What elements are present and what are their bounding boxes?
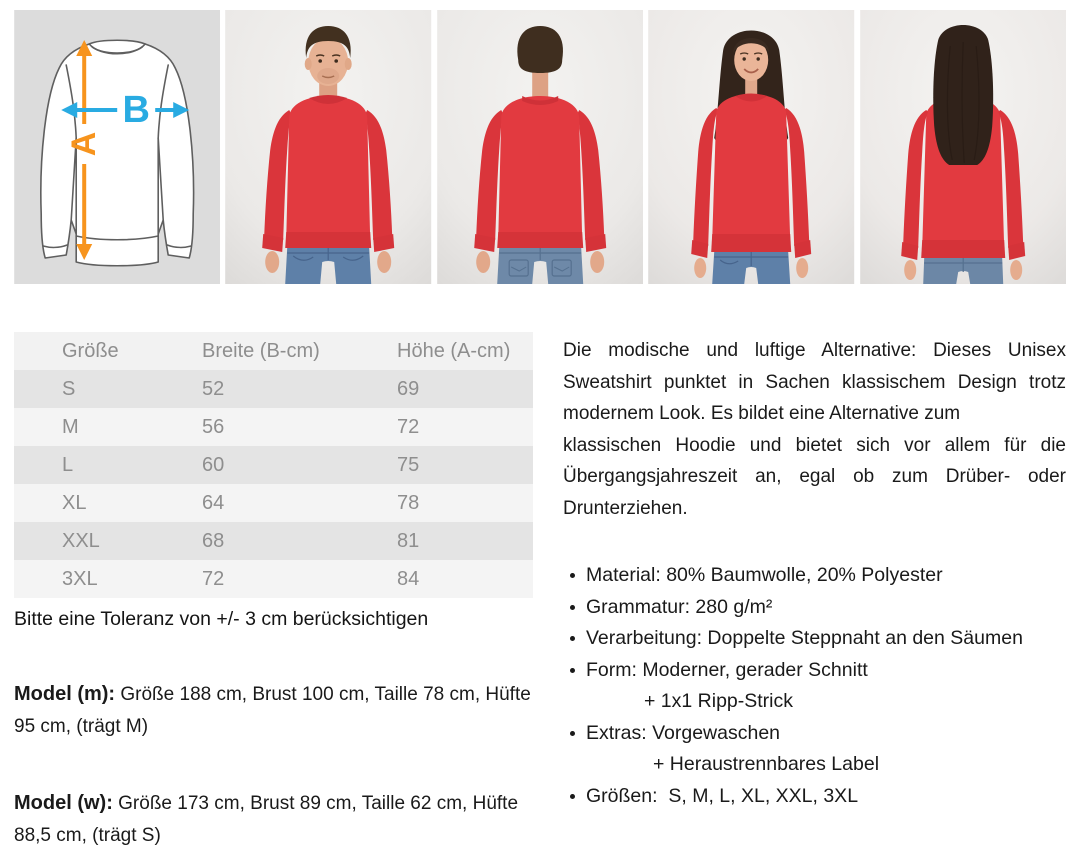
description-paragraph: klassischen Hoodie und bietet sich vor allem für die Übergangsjahreszeit an, egal ob zum Drüber- oder Drunterziehen. [563,434,1066,519]
feature-text: + Heraustrennbares Label [653,753,880,775]
feature-text: Verarbeitung: Doppelte Steppnaht an den Säumen [586,627,1023,649]
feature-text: Extras: Vorgewaschen [586,721,781,744]
list-item [563,718,1066,750]
feature-text: Form: Moderner, gerader Schnitt [586,658,868,681]
bullet-icon [570,636,575,641]
bullet-icon [570,605,575,610]
female-model-back-photo [860,10,1066,284]
male-model-front-photo [225,10,431,284]
size-guide-diagram-panel [14,10,220,284]
bullet-icon [570,573,575,578]
model-female-details: Größe 173 cm, Brust 89 cm, Taille 62 cm, Hüfte 88,5 cm, (trägt S) [14,793,524,846]
description-paragraph: Die modische und luftige Alternative: Dieses Unisex Sweatshirt punktet in Sachen klassischem Design trotz modernem Look. Es bildet eine Alternative zum [563,340,1066,424]
product-description [563,335,1066,524]
model-male-details: Größe 188 cm, Brust 100 cm, Taille 78 cm, Hüfte 95 cm, (trägt M) [14,684,537,737]
size-info-column [14,332,537,852]
table-row: M 56 72 [14,408,533,446]
list-item-continuation [563,749,1066,781]
height-label: A [65,131,104,157]
model-male-info [14,678,537,743]
feature-text: Grammatur: 280 g/m² [586,595,773,618]
female-front-photo-panel [648,10,854,284]
feature-text: Material: 80% Baumwolle, 20% Polyester [586,564,943,586]
list-item [563,592,1066,624]
female-model-front-photo [648,10,854,284]
table-row: L 60 75 [14,446,533,484]
female-back-photo-panel [860,10,1066,284]
col-header-height: Höhe (A-cm) [397,339,511,362]
sweatshirt-outline [41,40,194,266]
size-table [14,332,533,598]
list-item [563,560,1066,592]
table-row: XXL 68 81 [14,522,533,560]
feature-text: + 1x1 Ripp-Strick [644,690,794,712]
male-back-photo-panel [437,10,643,284]
model-male-label: Model (m): [14,683,116,705]
tolerance-note: Bitte eine Toleranz von +/- 3 cm berücksichtigen [14,608,429,630]
model-female-info [14,787,533,852]
description-column [563,335,1066,812]
list-item-continuation [563,686,1066,718]
width-label: B [122,89,150,131]
list-item [563,781,1066,813]
bullet-icon [570,794,575,799]
bullet-icon [570,668,575,673]
male-front-photo-panel [225,10,431,284]
list-item [563,623,1066,655]
table-row: 3XL 72 84 [14,560,533,598]
col-header-size: Größe [62,339,119,362]
feature-list [563,560,1066,812]
size-table-header-row [14,332,533,370]
col-header-width: Breite (B-cm) [202,339,320,362]
size-guide-diagram [14,10,220,284]
product-image-gallery [14,10,1066,284]
list-item [563,655,1066,687]
model-female-label: Model (w): [14,792,113,814]
bullet-icon [570,731,575,736]
table-row: S 52 69 [14,370,533,408]
male-model-back-photo [437,10,643,284]
feature-text: Größen: S, M, L, XL, XXL, 3XL [586,784,859,807]
table-row: XL 64 78 [14,484,533,522]
